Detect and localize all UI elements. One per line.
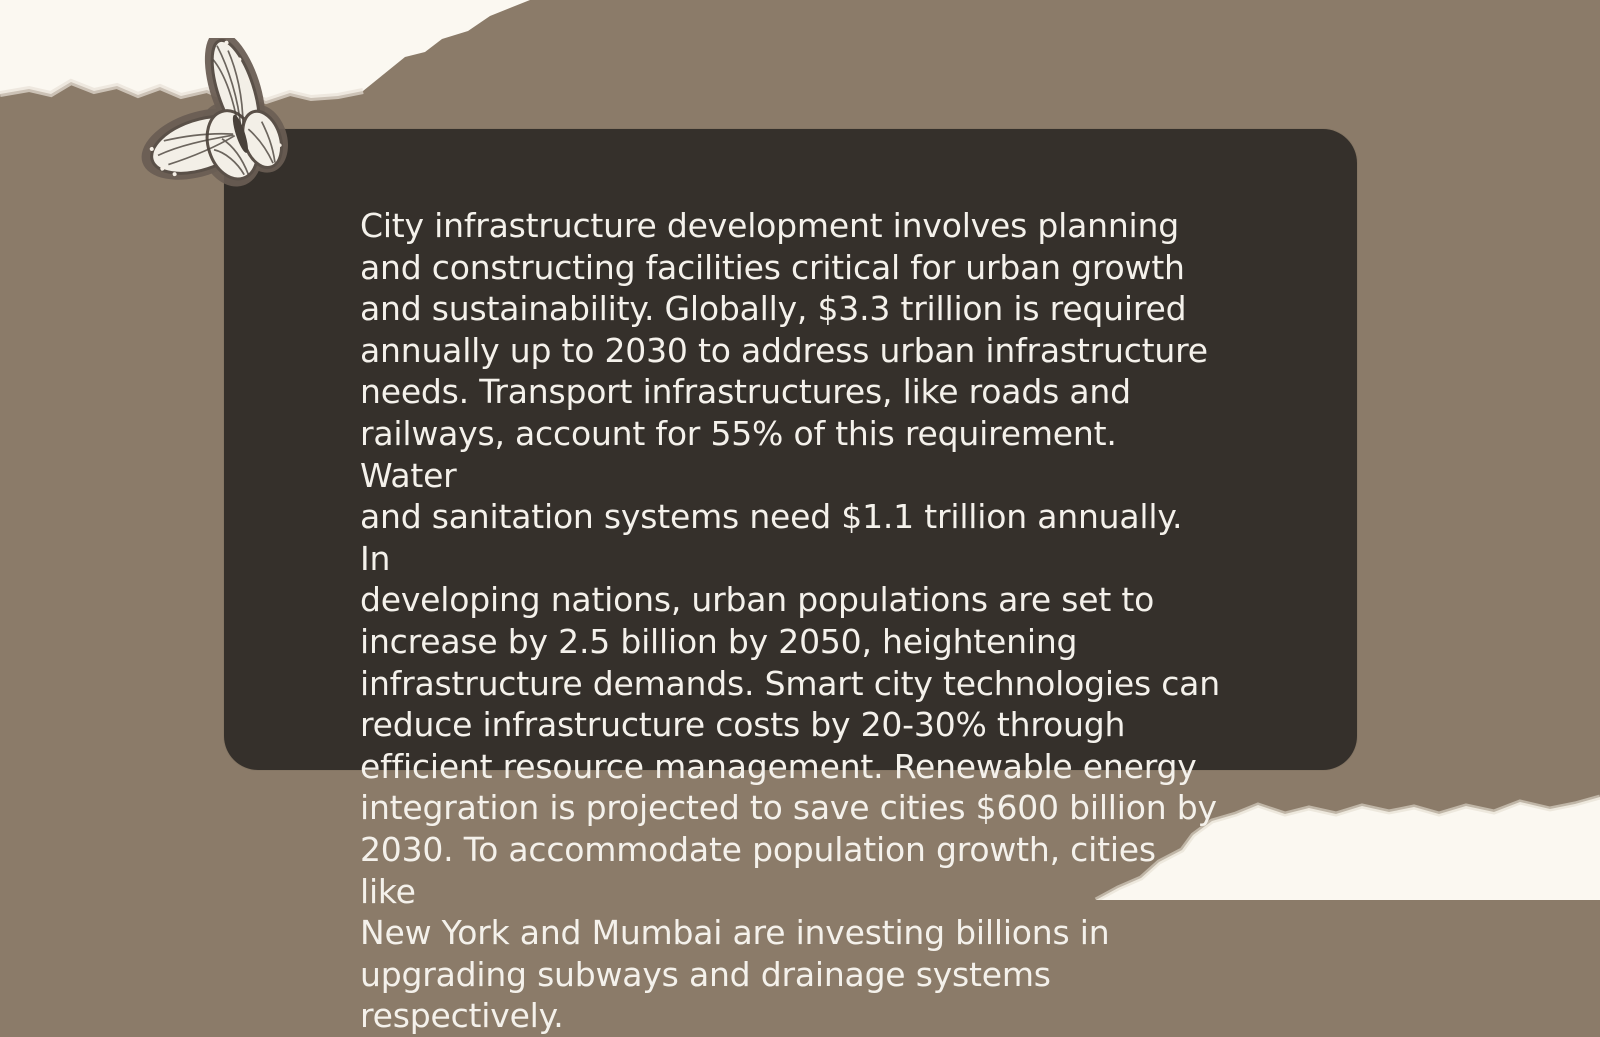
butterfly-icon bbox=[140, 38, 330, 223]
body-paragraph: City infrastructure development involves planning and constructing facilities critical for urban growth and sustainability. Globally, $3.3 trillion is required annually up to 2030 to address urban infrastructure needs. Transport infrastructures, like roads and railways, account for 55% of this requirement. Water and sanitation systems need $1.1 trillion annually. In developing nations, urban populations are set to increase by 2.5 billion by 2050, heightening infrastructure demands. Smart city technologies can reduce infrastructure costs by 20-30% through efficient resource management. Renewable energy integration is projected to save cities $600 billion by 2030. To accommodate population growth, cities like New York and Mumbai are investing billions in upgrading subways and drainage systems respectively. bbox=[360, 206, 1220, 1036]
